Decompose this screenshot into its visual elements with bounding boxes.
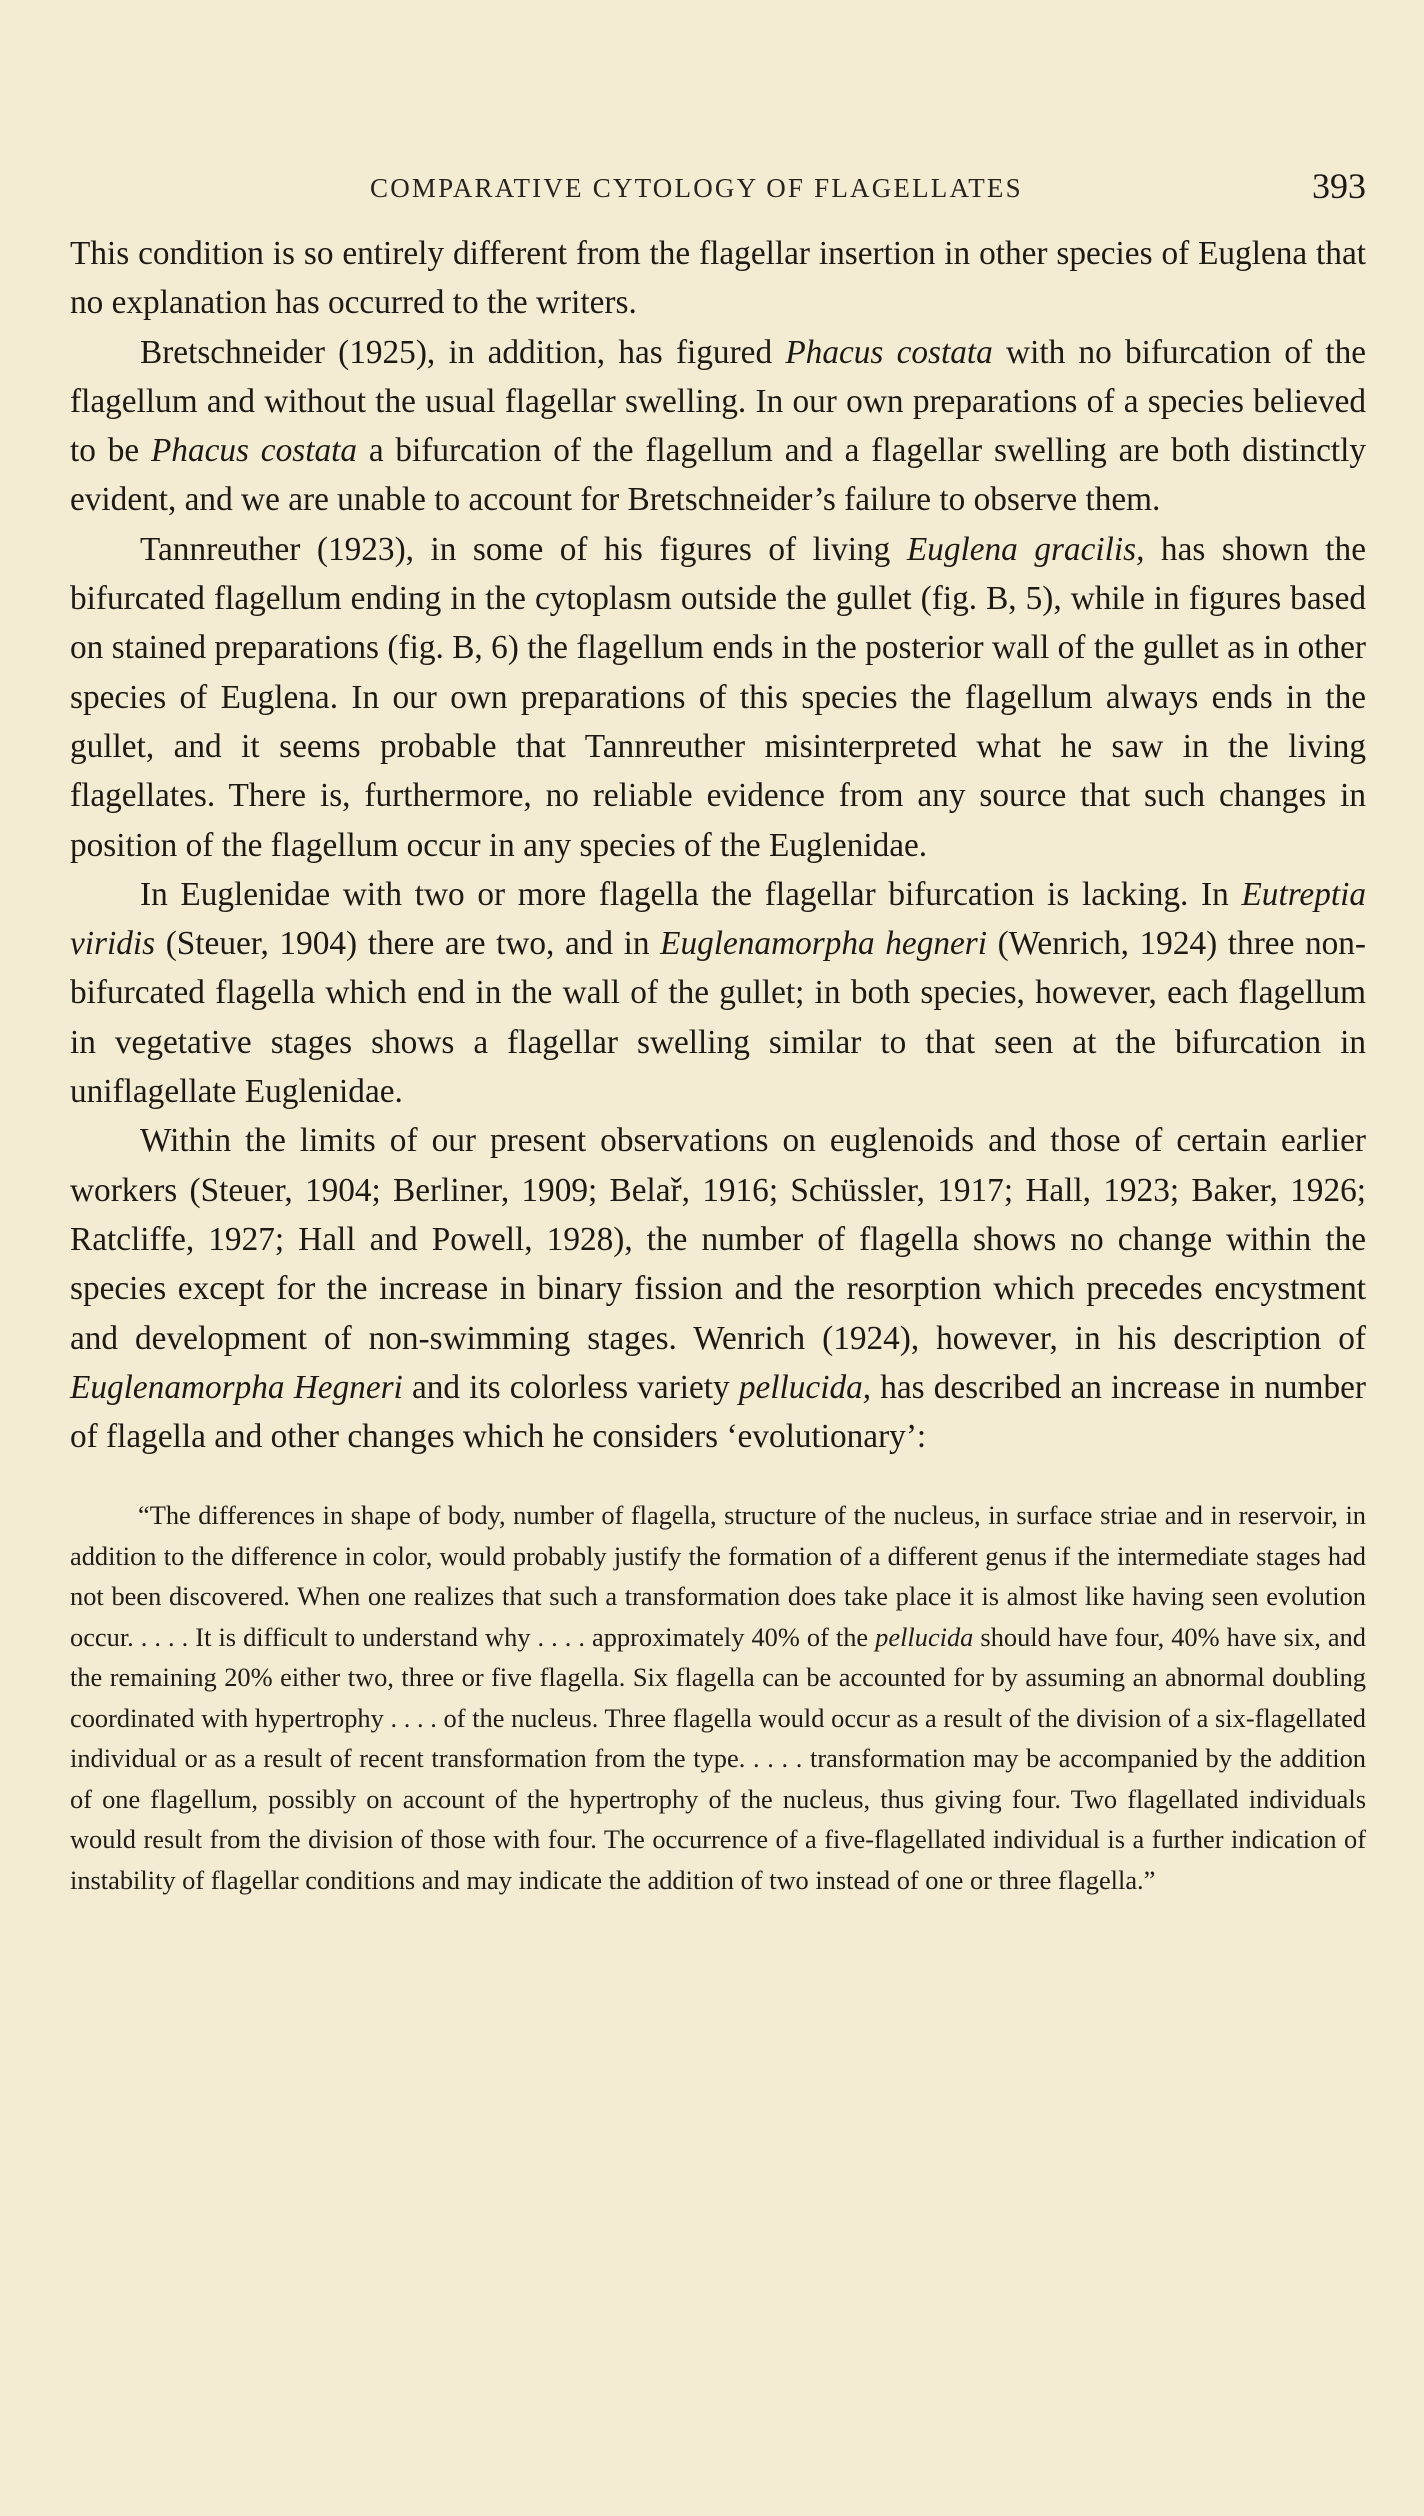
paragraph-2 [70,328,1366,525]
species-name: pellucida [875,1621,974,1652]
text-run: with no bifurcation of the flagellum and without the usual flagellar swelling. In our own preparations of a species believed to be [70,333,1366,470]
species-name: Eutreptia viridis [70,875,1366,963]
text-run: Bretschneider (1925), in addition, has figured [140,333,786,371]
paragraph-3 [70,525,1366,870]
running-head [70,165,1366,215]
body-text [70,229,1366,1461]
text-run: and its colorless variety [402,1368,739,1406]
quote-run: “The differences in shape of body, number of flagella, structure of the nucleus, in surface striae and in reservoir, in addition to the difference in color, would probably justify the formation of a different genus if the intermediate stages had not been discovered. When one realizes that such a transformation does take place it is almost like having seen evolution occur. . . . . It is difficult to understand why . . . . approximately 40% of the [70,1500,1366,1652]
page [70,165,1366,1900]
running-title: COMPARATIVE CYTOLOGY OF FLAGELLATES [370,173,1023,203]
text-run: Tannreuther (1923), in some of his figures of living [140,530,907,568]
species-name: Euglena gracilis, [906,530,1145,568]
species-name: Euglenamorpha hegneri [660,925,987,963]
text-run: Within the limits of our present observations on euglenoids and those of certain earlier workers (Steuer, 1904; Berliner, 1909; Belař, 1916; Schüssler, 1917; Hall, 1923; Baker, 1926; Ratcliffe, 1927; Hall and Powell, 1928), the number of flagella shows no change within the species except for the increase in binary fission and the resorption which precedes encystment and development of non-swimming stages. Wenrich (1924), however, in his description of [70,1122,1366,1357]
text-run: In Euglenidae with two or more flagella the flagellar bifurcation is lacking. In [140,875,1242,913]
species-name: Phacus costata [150,432,357,470]
paragraph-4 [70,870,1366,1116]
paragraph-5 [70,1116,1366,1461]
text-run: has described an increase in number of flagella and other changes which he considers ‘evolutionary’: [70,1368,1366,1456]
text-run: has shown the bifurcated flagellum ending in the cytoplasm outside the gullet (fig. B, 5), while in figures based on stained preparations (fig. B, 6) the flagellum ends in the posterior wall of the gullet as in other species of Euglena. In our own preparations of this species the flagellum always ends in the gullet, and it seems probable that Tannreuther misinterpreted what he saw in the living flagellates. There is, furthermore, no reliable evidence from any source that such changes in position of the flagellum occur in any species of the Euglenidae. [70,530,1366,864]
species-name: Phacus costata [785,333,993,371]
block-quote [70,1495,1366,1900]
text-run: (Wenrich, 1924) three non-bifurcated flagella which end in the wall of the gullet; in both species, however, each flagellum in vegetative stages shows a flagellar swelling similar to that seen at the bifurcation in uniflagellate Euglenidae. [70,925,1366,1111]
page-number: 393 [1312,166,1366,206]
quote-run: should have four, 40% have six, and the remaining 20% either two, three or five flagella. Six flagella can be accounted for by assuming an abnormal doubling coordinated with hypertrophy . . . . of the nucleus. Three flagella would occur as a result of the division of a six-flagellated individual or as a result of recent transformation from the type. . . . . transformation may be accompanied by the addition of one flagellum, possibly on account of the hypertrophy of the nucleus, thus giving four. Two flagellated individuals would result from the division of those with four. The occurrence of a five-flagellated individual is a further indication of instability of flagellar conditions and may indicate the addition of two instead of one or three flagella.” [70,1621,1367,1895]
species-name: pellucida, [738,1368,872,1406]
text-run: a bifurcation of the flagellum and a flagellar swelling are both distinctly evident, and we are unable to account for Bretschneider’s failure to observe them. [70,432,1367,519]
paragraph-1: This condition is so entirely different from the flagellar insertion in other species of Euglena that no explanation has occurred to the writers. [70,235,1366,322]
species-name: Euglenamorpha Hegneri [70,1368,403,1406]
text-run: (Steuer, 1904) there are two, and in [155,925,661,963]
